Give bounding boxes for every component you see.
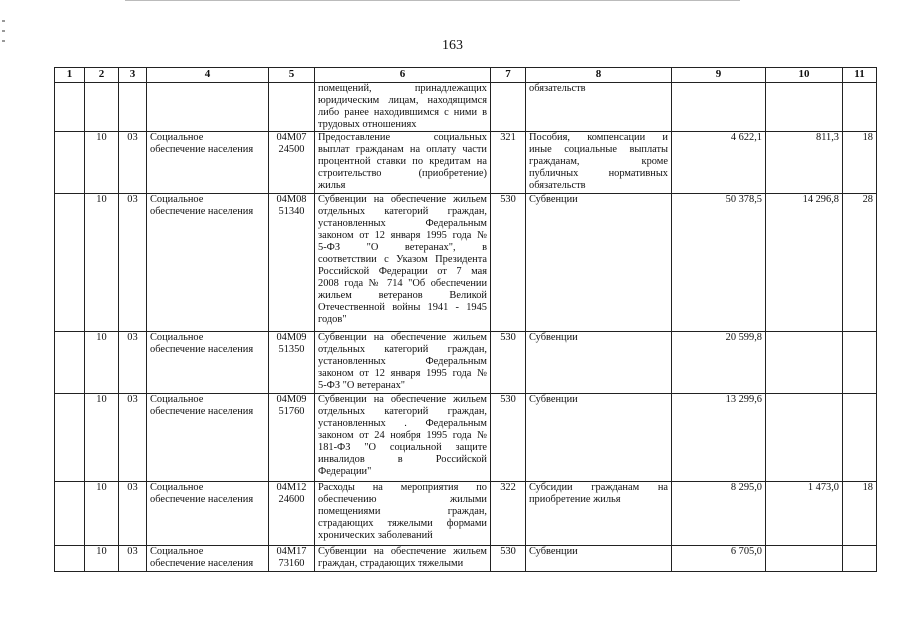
- cell-line: Предоставление социальных: [318, 132, 487, 143]
- cell-expense-type: 322: [491, 482, 526, 546]
- cell-line: 04М09: [276, 394, 307, 405]
- cell-section: 10: [85, 394, 119, 482]
- cell-expense-name: [526, 482, 672, 546]
- cell-amount-federal: [766, 332, 843, 394]
- cell-amount: 8 295,0: [672, 482, 766, 546]
- header-col-11: 11: [843, 68, 877, 83]
- cell-expense-name: [526, 546, 672, 572]
- cell-line: обеспечение населения: [150, 344, 254, 355]
- cell-section: 10: [85, 132, 119, 194]
- cell-line: обеспечение населения: [150, 558, 254, 569]
- cell-description: [315, 83, 491, 132]
- cell-target-code: [269, 546, 315, 572]
- cell-section: 10: [85, 194, 119, 332]
- cell-line: обеспечение населения: [150, 494, 254, 505]
- cell-amount-federal: 811,3: [766, 132, 843, 194]
- cell-line: жильем ветеранов Великой: [318, 290, 487, 301]
- cell-col-11: [843, 546, 877, 572]
- cell-section-name: [147, 332, 269, 394]
- header-col-5: 5: [269, 68, 315, 83]
- cell-subsection: 03: [119, 546, 147, 572]
- cell-amount: 50 378,5: [672, 194, 766, 332]
- cell-line: Субвенции на обеспечение жильем: [318, 194, 487, 205]
- cell-line: инвалидов в Российской: [318, 454, 487, 465]
- cell-expense-type: 530: [491, 194, 526, 332]
- cell-line: Социальное: [150, 194, 204, 205]
- cell-section: [85, 83, 119, 132]
- cell-col-1: [55, 83, 85, 132]
- cell-line: помещениями граждан,: [318, 506, 487, 517]
- cell-line: жилья: [318, 180, 346, 191]
- cell-line: 73160: [278, 558, 305, 569]
- cell-line: Субвенции: [529, 546, 578, 557]
- cell-col-11: 18: [843, 482, 877, 546]
- cell-amount: 13 299,6: [672, 394, 766, 482]
- cell-target-code: [269, 194, 315, 332]
- cell-section-name: [147, 132, 269, 194]
- header-col-7: 7: [491, 68, 526, 83]
- table-row: [55, 332, 877, 394]
- cell-section: 10: [85, 482, 119, 546]
- cell-expense-name: [526, 332, 672, 394]
- cell-expense-type: 321: [491, 132, 526, 194]
- cell-line: помещений, принадлежащих: [318, 83, 487, 94]
- cell-line: страдающих тяжелыми формами: [318, 518, 487, 529]
- cell-target-code: [269, 482, 315, 546]
- cell-line: 04М08: [276, 194, 307, 205]
- header-col-1: 1: [55, 68, 85, 83]
- cell-line: трудовых отношениях: [318, 119, 417, 130]
- cell-expense-type: 530: [491, 332, 526, 394]
- cell-line: Федерации": [318, 466, 372, 477]
- header-col-9: 9: [672, 68, 766, 83]
- cell-line: 51350: [278, 344, 305, 355]
- cell-line: 2008 года № 714 "Об обеспечении: [318, 278, 487, 289]
- cell-line: обеспечению жилыми: [318, 494, 487, 505]
- table-row: [55, 482, 877, 546]
- cell-line: 24500: [278, 144, 305, 155]
- cell-line: 04М17: [276, 546, 307, 557]
- cell-amount-federal: [766, 394, 843, 482]
- cell-line: отдельных категорий граждан,: [318, 406, 487, 417]
- cell-amount: 20 599,8: [672, 332, 766, 394]
- table-row: [55, 132, 877, 194]
- cell-line: Российской Федерации от 7 мая: [318, 266, 487, 277]
- table-row: [55, 194, 877, 332]
- cell-line: Социальное: [150, 394, 204, 405]
- cell-line: 04М07: [276, 132, 307, 143]
- cell-line: 51340: [278, 206, 305, 217]
- cell-line: строительство (приобретение): [318, 168, 487, 179]
- cell-line: 51760: [278, 406, 305, 417]
- cell-line: Субсидии гражданам на: [529, 482, 668, 493]
- cell-line: граждан, страдающих тяжелыми: [318, 558, 464, 569]
- cell-line: обеспечение населения: [150, 144, 254, 155]
- cell-description: [315, 132, 491, 194]
- cell-line: гражданам, кроме: [529, 156, 668, 167]
- cell-section-name: [147, 482, 269, 546]
- cell-description: [315, 194, 491, 332]
- cell-line: соответствии с Указом Президента: [318, 254, 487, 265]
- cell-col-11: [843, 83, 877, 132]
- cell-line: выплат гражданам на оплату части: [318, 144, 487, 155]
- cell-line: 24600: [278, 494, 305, 505]
- cell-line: установленных Федеральным: [318, 356, 487, 367]
- cell-line: либо ранее находившимся с ними в: [318, 107, 487, 118]
- cell-target-code: [269, 83, 315, 132]
- cell-col-11: 28: [843, 194, 877, 332]
- cell-amount: 6 705,0: [672, 546, 766, 572]
- cell-amount: 4 622,1: [672, 132, 766, 194]
- cell-subsection: 03: [119, 332, 147, 394]
- cell-line: отдельных категорий граждан,: [318, 206, 487, 217]
- cell-expense-name: [526, 194, 672, 332]
- cell-line: Социальное: [150, 482, 204, 493]
- cell-section-name: [147, 546, 269, 572]
- cell-line: установленных Федеральным: [318, 218, 487, 229]
- page-number: 163: [442, 38, 463, 53]
- cell-expense-name: [526, 394, 672, 482]
- cell-line: Отечественной войны 1941 - 1945: [318, 302, 487, 313]
- cell-line: Социальное: [150, 546, 204, 557]
- cell-description: [315, 482, 491, 546]
- cell-col-11: [843, 394, 877, 482]
- cell-col-1: [55, 332, 85, 394]
- cell-line: обязательств: [529, 180, 586, 191]
- header-col-8: 8: [526, 68, 672, 83]
- cell-line: Социальное: [150, 332, 204, 343]
- cell-line: Субвенции: [529, 194, 578, 205]
- cell-section-name: [147, 194, 269, 332]
- cell-expense-type: 530: [491, 546, 526, 572]
- cell-description: [315, 332, 491, 394]
- cell-line: Субвенции на обеспечение жильем: [318, 394, 487, 405]
- cell-col-1: [55, 546, 85, 572]
- cell-subsection: [119, 83, 147, 132]
- header-col-3: 3: [119, 68, 147, 83]
- cell-line: иные социальные выплаты: [529, 144, 668, 155]
- cell-col-1: [55, 394, 85, 482]
- cell-amount-federal: [766, 83, 843, 132]
- header-col-6: 6: [315, 68, 491, 83]
- cell-line: публичных нормативных: [529, 168, 668, 179]
- cell-section-name: [147, 83, 269, 132]
- cell-line: 04М12: [276, 482, 307, 493]
- cell-line: обеспечение населения: [150, 206, 254, 217]
- header-col-10: 10: [766, 68, 843, 83]
- table-row: [55, 394, 877, 482]
- cell-line: Субвенции на обеспечение жильем: [318, 546, 487, 557]
- cell-target-code: [269, 394, 315, 482]
- cell-expense-type: 530: [491, 394, 526, 482]
- cell-line: хронических заболеваний: [318, 530, 433, 541]
- cell-line: законом от 12 января 1995 года №: [318, 368, 487, 379]
- cell-line: Субвенции: [529, 394, 578, 405]
- cell-col-1: [55, 194, 85, 332]
- table-row: [55, 83, 877, 132]
- cell-subsection: 03: [119, 132, 147, 194]
- cell-amount-federal: 14 296,8: [766, 194, 843, 332]
- cell-col-1: [55, 482, 85, 546]
- top-edge-line: [125, 0, 740, 1]
- cell-line: 5-ФЗ "О ветеранах": [318, 380, 406, 391]
- cell-target-code: [269, 332, 315, 394]
- cell-line: Пособия, компенсации и: [529, 132, 668, 143]
- cell-line: годов": [318, 314, 347, 325]
- cell-subsection: 03: [119, 482, 147, 546]
- header-col-4: 4: [147, 68, 269, 83]
- cell-amount-federal: [766, 546, 843, 572]
- cell-line: приобретение жилья: [529, 494, 621, 505]
- cell-col-1: [55, 132, 85, 194]
- cell-section: 10: [85, 332, 119, 394]
- cell-line: установленных . Федеральным: [318, 418, 487, 429]
- cell-description: [315, 546, 491, 572]
- cell-target-code: [269, 132, 315, 194]
- cell-section-name: [147, 394, 269, 482]
- cell-col-11: [843, 332, 877, 394]
- cell-subsection: 03: [119, 394, 147, 482]
- cell-description: [315, 394, 491, 482]
- cell-section: 10: [85, 546, 119, 572]
- cell-line: отдельных категорий граждан,: [318, 344, 487, 355]
- table-row: [55, 546, 877, 572]
- cell-line: законом от 12 января 1995 года №: [318, 230, 487, 241]
- cell-line: юридическим лицам, находящимся: [318, 95, 487, 106]
- cell-amount-federal: 1 473,0: [766, 482, 843, 546]
- cell-line: Расходы на мероприятия по: [318, 482, 487, 493]
- cell-line: Субвенции: [529, 332, 578, 343]
- cell-expense-name: [526, 132, 672, 194]
- cell-line: 04М09: [276, 332, 307, 343]
- cell-line: процентной ставки по кредитам на: [318, 156, 487, 167]
- budget-table: [54, 67, 877, 572]
- cell-amount: [672, 83, 766, 132]
- cell-line: Субвенции на обеспечение жильем: [318, 332, 487, 343]
- cell-line: обеспечение населения: [150, 406, 254, 417]
- cell-expense-name: [526, 83, 672, 132]
- cell-line: обязательств: [529, 83, 586, 94]
- cell-col-11: 18: [843, 132, 877, 194]
- cell-subsection: 03: [119, 194, 147, 332]
- cell-line: 5-ФЗ "О ветеранах", в: [318, 242, 487, 253]
- cell-line: законом от 24 ноября 1995 года №: [318, 430, 487, 441]
- cell-line: Социальное: [150, 132, 204, 143]
- cell-line: 181-ФЗ "О социальной защите: [318, 442, 487, 453]
- header-row: [55, 68, 877, 83]
- cell-expense-type: [491, 83, 526, 132]
- header-col-2: 2: [85, 68, 119, 83]
